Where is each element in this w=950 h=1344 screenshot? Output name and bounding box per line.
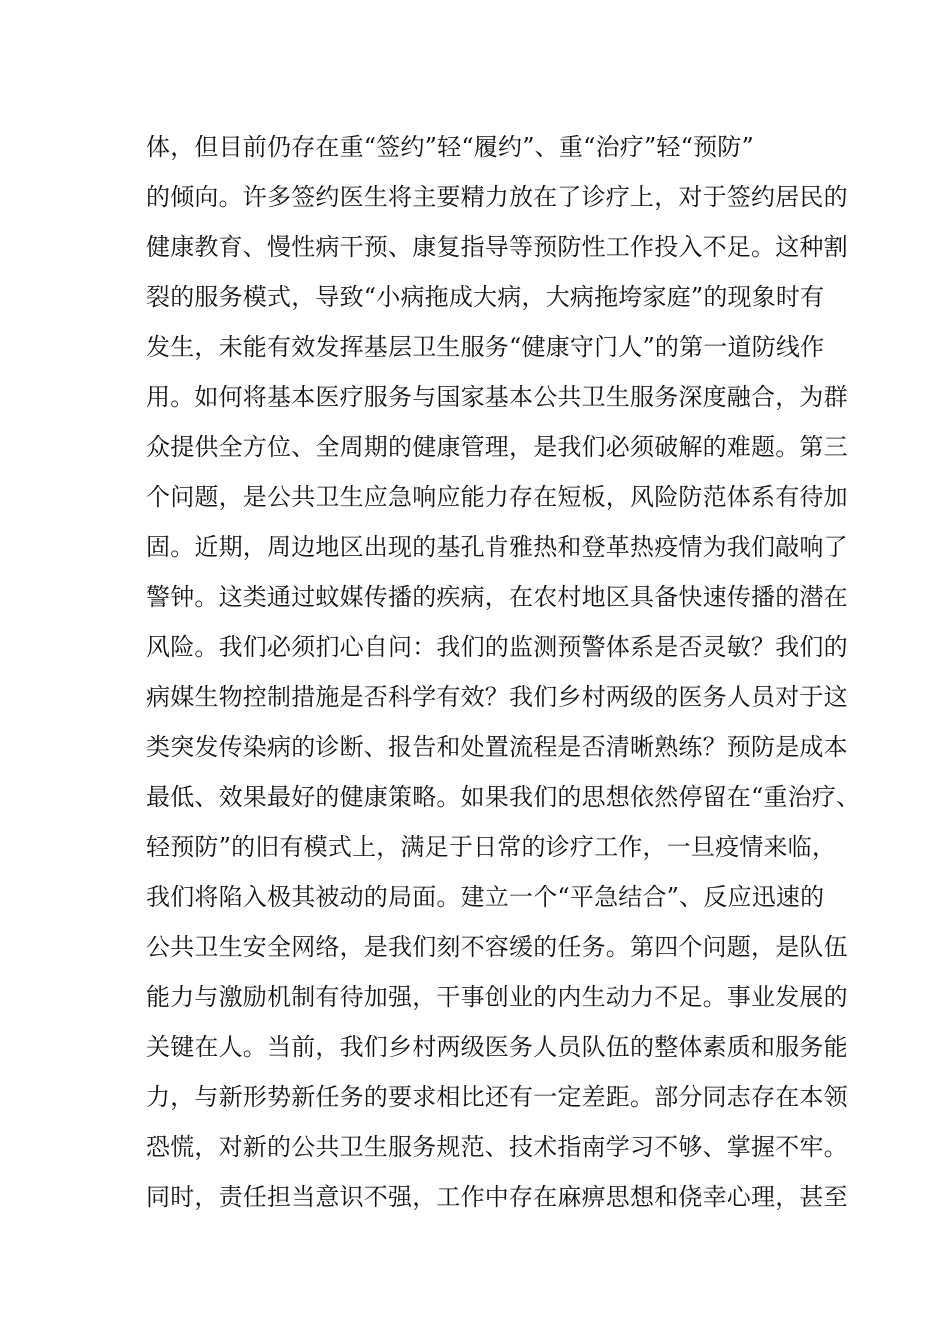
- text-line: 类突发传染病的诊断、报告和处置流程是否清晰熟练？预防是成本: [146, 733, 848, 761]
- text-line: 轻预防”的旧有模式上，满足于日常的诊疗工作，一旦疫情来临，: [146, 833, 837, 861]
- text-line: 体，但目前仍存在重“签约”轻“履约”、重“治疗”轻“预防”: [146, 133, 754, 161]
- text-line: 警钟。这类通过蚊媒传播的疾病，在农村地区具备快速传播的潜在: [146, 583, 848, 611]
- text-line: 我们将陷入极其被动的局面。建立一个“平急结合”、反应迅速的: [146, 883, 825, 911]
- text-line: 风险。我们必须扪心自问：我们的监测预警体系是否灵敏？我们的: [146, 633, 848, 661]
- text-line: 的倾向。许多签约医生将主要精力放在了诊疗上，对于签约居民的: [146, 183, 848, 211]
- text-line: 同时，责任担当意识不强，工作中存在麻痹思想和侥幸心理，甚至: [146, 1183, 848, 1211]
- text-line: 个问题，是公共卫生应急响应能力存在短板，风险防范体系有待加: [146, 483, 848, 511]
- text-line: 能力与激励机制有待加强，干事创业的内生动力不足。事业发展的: [146, 983, 848, 1011]
- text-line: 最低、效果最好的健康策略。如果我们的思想依然停留在“重治疗、: [146, 783, 861, 811]
- text-line: 用。如何将基本医疗服务与国家基本公共卫生服务深度融合，为群: [146, 383, 848, 411]
- text-line: 裂的服务模式，导致“小病拖成大病，大病拖垮家庭”的现象时有: [146, 283, 825, 311]
- text-line: 固。近期，周边地区出现的基孔肯雅热和登革热疫情为我们敲响了: [146, 533, 848, 561]
- body-text: [146, 130, 861, 1230]
- text-line: 众提供全方位、全周期的健康管理，是我们必须破解的难题。第三: [146, 433, 848, 461]
- text-line: 健康教育、慢性病干预、康复指导等预防性工作投入不足。这种割: [146, 233, 848, 261]
- text-line: 关键在人。当前，我们乡村两级医务人员队伍的整体素质和服务能: [146, 1033, 848, 1061]
- text-line: 发生，未能有效发挥基层卫生服务“健康守门人”的第一道防线作: [146, 333, 825, 361]
- text-line: 公共卫生安全网络，是我们刻不容缓的任务。第四个问题，是队伍: [146, 933, 848, 961]
- text-line: 病媒生物控制措施是否科学有效？我们乡村两级的医务人员对于这: [146, 683, 848, 711]
- text-line: 恐慌，对新的公共卫生服务规范、技术指南学习不够、掌握不牢。: [146, 1133, 848, 1161]
- text-line: 力，与新形势新任务的要求相比还有一定差距。部分同志存在本领: [146, 1083, 848, 1111]
